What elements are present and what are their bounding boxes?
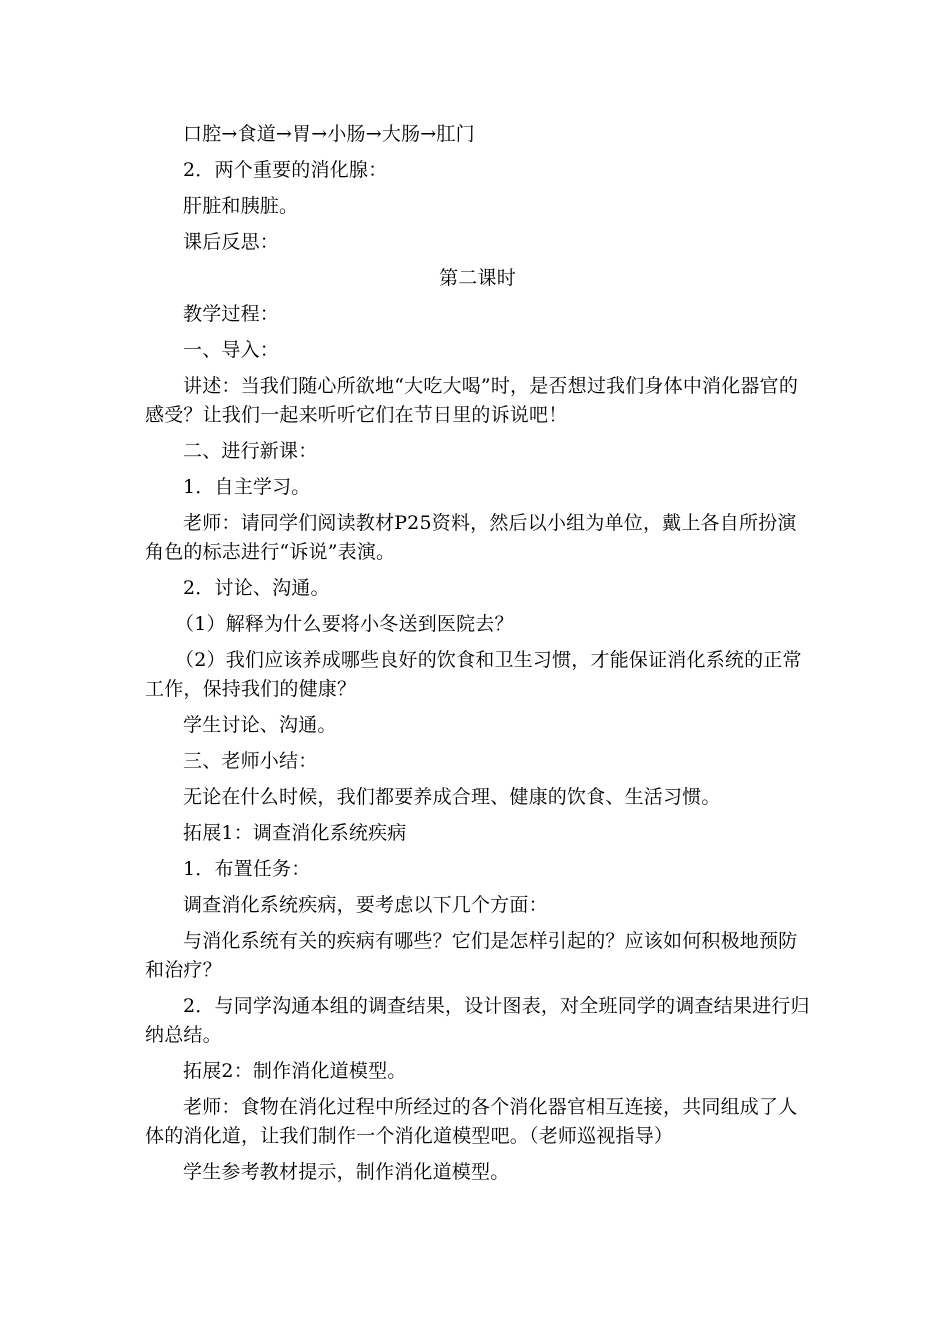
digestive-glands-heading: 2．两个重要的消化腺：: [183, 159, 388, 181]
digestive-path-line: 口腔→食道→胃→小肠→大肠→肛门: [183, 123, 475, 145]
teacher-model-instruction: 老师：食物在消化过程中所经过的各个消化器官相互连接，共同组成了人体的消化道，让我们制作一个消化道模型吧。（老师巡视指导）: [145, 1096, 798, 1147]
digestive-glands-text: 肝脏和胰脏。: [183, 195, 299, 217]
section-new-lesson-heading: 二、进行新课：: [183, 440, 318, 462]
student-model-activity: 学生参考教材提示，制作消化道模型。: [183, 1161, 510, 1183]
self-study-item: 1．自主学习。: [183, 476, 311, 498]
survey-questions: 与消化系统有关的疾病有哪些？它们是怎样引起的？应该如何积极地预防和治疗？: [145, 930, 798, 981]
discussion-item: 2．讨论、沟通。: [183, 577, 330, 599]
section-summary-heading: 三、老师小结：: [183, 750, 318, 772]
discussion-question-1: （1）解释为什么要将小冬送到医院去？: [175, 613, 514, 635]
discussion-question-2: （2）我们应该养成哪些良好的饮食和卫生习惯，才能保证消化系统的正常工作，保持我们的健康？: [145, 649, 802, 700]
student-discussion: 学生讨论、沟通。: [183, 714, 337, 736]
share-results-item: 2．与同学沟通本组的调查结果，设计图表，对全班同学的调查结果进行归纳总结。: [145, 995, 810, 1046]
extension-2-heading: 拓展2：制作消化道模型。: [183, 1060, 407, 1082]
teaching-process-heading: 教学过程：: [183, 303, 280, 325]
intro-narration: 讲述：当我们随心所欲地“大吃大喝”时，是否想过我们身体中消化器官的感受？让我们一起来听听它们在节日里的诉说吧！: [145, 375, 799, 426]
survey-aspects-intro: 调查消化系统疾病，要考虑以下几个方面：: [183, 894, 548, 916]
lesson-two-title: 第二课时: [439, 267, 516, 289]
document-body: [145, 120, 810, 1194]
assign-task-item: 1．布置任务：: [183, 858, 311, 880]
reflection-heading: 课后反思：: [183, 231, 280, 253]
teacher-instruction-reading: 老师：请同学们阅读教材P25资料，然后以小组为单位，戴上各自所扮演角色的标志进行“诉说”表演。: [145, 512, 797, 563]
section-intro-heading: 一、导入：: [183, 339, 280, 361]
extension-1-heading: 拓展1：调查消化系统疾病: [183, 822, 407, 844]
summary-text: 无论在什么时候，我们都要养成合理、健康的饮食、生活习惯。: [183, 786, 721, 808]
